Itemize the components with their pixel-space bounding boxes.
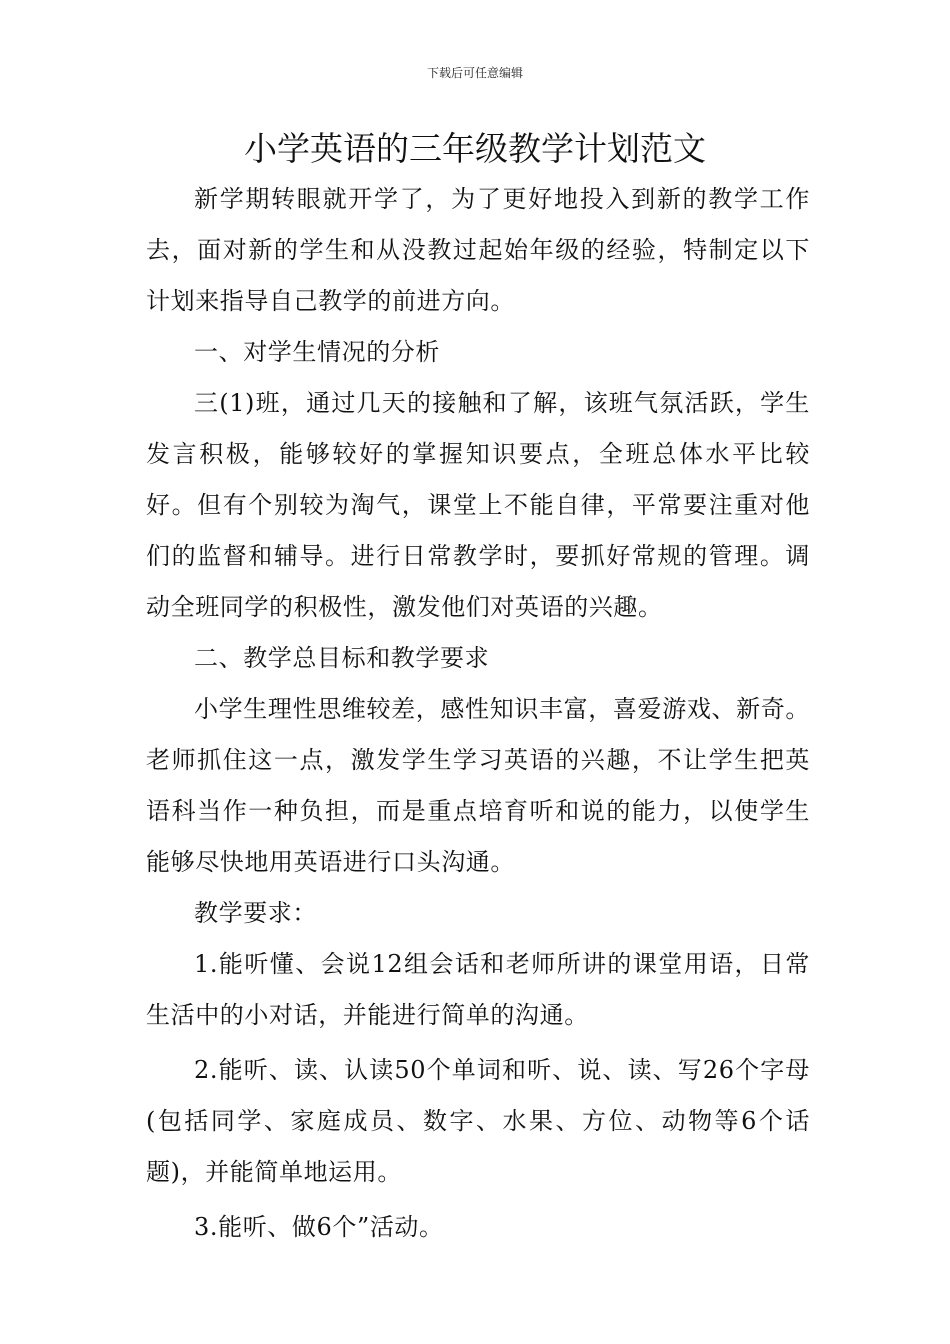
teaching-requirements-label: 教学要求： xyxy=(194,899,317,927)
document-body xyxy=(146,174,810,1253)
section-heading-teaching-goals: 二、教学总目标和教学要求 xyxy=(194,644,490,672)
requirement-item-1: 1.能听懂、会说12组会话和老师所讲的课堂用语，日常生活中的小对话，并能进行简单的沟通。 xyxy=(146,950,810,1029)
document-title: 小学英语的三年级教学计划范文 xyxy=(244,129,706,168)
header-note: 下载后可任意编辑 xyxy=(426,66,523,80)
teaching-goals-paragraph: 小学生理性思维较差，感性知识丰富，喜爱游戏、新奇。老师抓住这一点，激发学生学习英语的兴趣，不让学生把英语科当作一种负担，而是重点培育听和说的能力，以使学生能够尽快地用英语进行口头沟通。 xyxy=(146,695,810,876)
requirement-item-3: 3.能听、做6个”活动。 xyxy=(194,1213,444,1241)
intro-paragraph: 新学期转眼就开学了，为了更好地投入到新的教学工作去，面对新的学生和从没教过起始年级的经验，特制定以下计划来指导自己教学的前进方向。 xyxy=(146,185,810,315)
requirement-item-2: 2.能听、读、认读50个单词和听、说、读、写26个字母(包括同学、家庭成员、数字、水果、方位、动物等6个话题)，并能简单地运用。 xyxy=(146,1056,810,1186)
student-analysis-paragraph: 三(1)班，通过几天的接触和了解，该班气氛活跃，学生发言积极，能够较好的掌握知识要点，全班总体水平比较好。但有个别较为淘气，课堂上不能自律，平常要注重对他们的监督和辅导。进行日常教学时，要抓好常规的管理。调动全班同学的积极性，激发他们对英语的兴趣。 xyxy=(146,389,810,621)
section-heading-student-analysis: 一、对学生情况的分析 xyxy=(194,338,440,366)
